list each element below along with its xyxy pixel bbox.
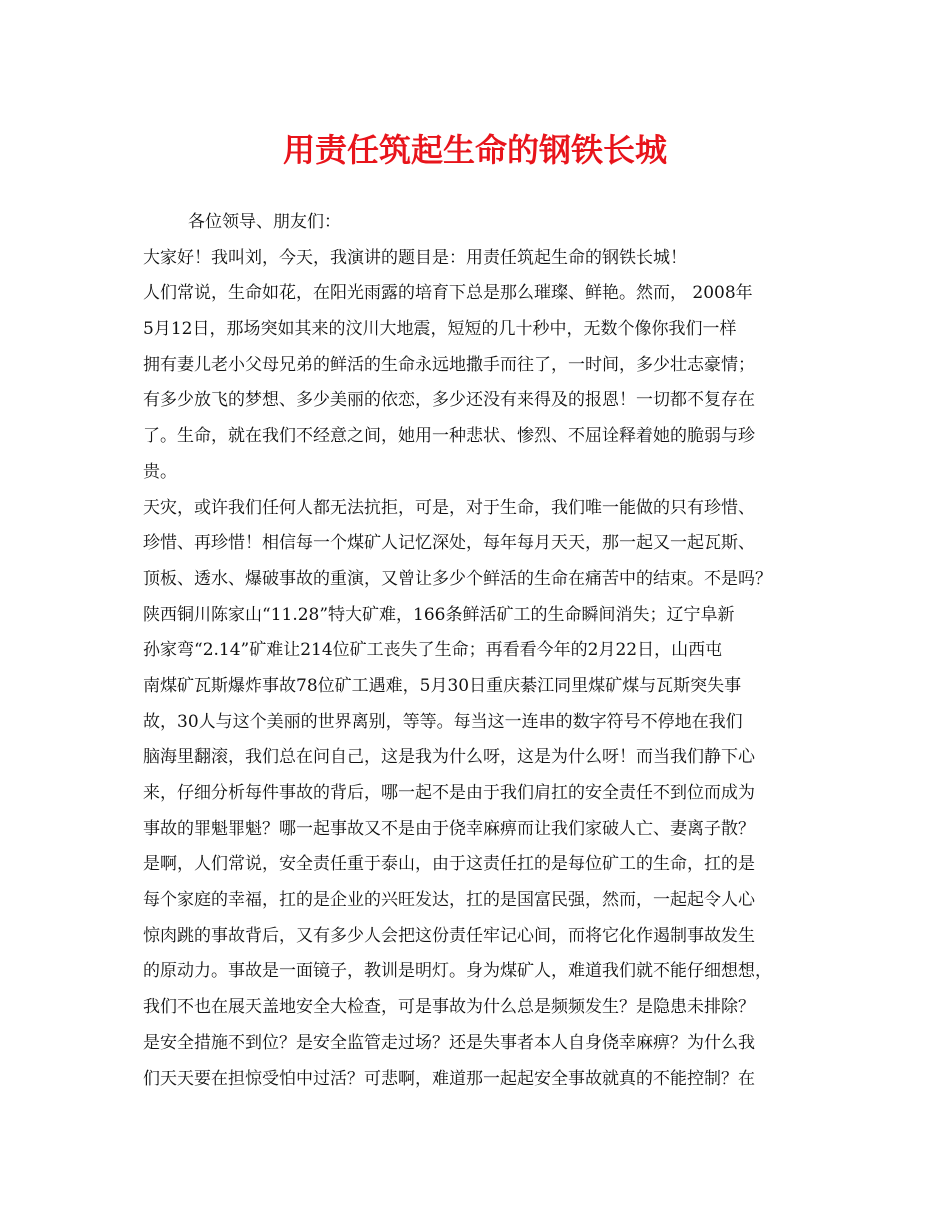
body-line: 人们常说，生命如花，在阳光雨露的培育下总是那么璀璨、鲜艳。然而， 2008年 — [143, 283, 753, 304]
body-line: 珍惜、再珍惜！相信每一个煤矿人记忆深处，每年每月天天，那一起又一起瓦斯、 — [143, 533, 755, 554]
body-line: 陕西铜川陈家山“11.28”特大矿难，166条鲜活矿工的生命瞬间消失；辽宁阜新 — [143, 604, 735, 625]
body-line: 每个家庭的幸福，扛的是企业的兴旺发达，扛的是国富民强，然而，一起起令人心 — [143, 890, 755, 911]
body-line: 们天天要在担惊受怕中过活？可悲啊，难道那一起起安全事故就真的不能控制？在 — [143, 1068, 755, 1089]
body-line: 脑海里翻滚，我们总在问自己，这是我为什么呀，这是为什么呀！而当我们静下心 — [143, 747, 755, 768]
body-line: 拥有妻儿老小父母兄弟的鲜活的生命永远地撒手而往了，一时间，多少壮志豪情； — [143, 354, 755, 375]
body-line: 来，仔细分析每件事故的背后，哪一起不是由于我们肩扛的安全责任不到位而成为 — [143, 783, 755, 803]
body-line: 的原动力。事故是一面镜子，教训是明灯。身为煤矿人，难道我们就不能仔细想想， — [143, 961, 772, 982]
body-line: 孙家弯“2.14”矿难让214位矿工丧失了生命；再看看今年的2月22日，山西屯 — [143, 640, 723, 661]
body-line: 事故的罪魁罪魁？哪一起事故又不是由于侥幸麻痹而让我们家破人亡、妻离子散？ — [143, 818, 755, 839]
body-line: 惊肉跳的事故背后，又有多少人会把这份责任牢记心间，而将它化作遏制事故发生 — [143, 925, 755, 946]
body-line: 我们不也在展天盖地安全大检查，可是事故为什么总是频频发生？是隐患未排除？ — [143, 997, 755, 1018]
body-line: 是安全措施不到位？是安全监管走过场？还是失事者本人自身侥幸麻痹？为什么我 — [143, 1032, 755, 1053]
body-line: 顶板、透水、爆破事故的重演，又曾让多少个鲜活的生命在痛苦中的结束。不是吗？ — [143, 568, 772, 589]
body-line: 是啊，人们常说，安全责任重于泰山，由于这责任扛的是每位矿工的生命，扛的是 — [143, 854, 755, 875]
salutation-line: 各位领导、朋友们： — [188, 212, 341, 232]
document-body — [143, 205, 823, 1097]
document-title: 用责任筑起生命的钢铁长城 — [282, 131, 667, 169]
body-line: 南煤矿瓦斯爆炸事故78位矿工遇难，5月30日重庆綦江同里煤矿煤与瓦斯突失事 — [143, 675, 742, 696]
body-line: 故，30人与这个美丽的世界离别，等等。每当这一连串的数字符号不停地在我们 — [143, 711, 743, 732]
body-line: 大家好！我叫刘，今天，我演讲的题目是：用责任筑起生命的钢铁长城！ — [143, 247, 687, 268]
body-line: 天灾，或许我们任何人都无法抗拒，可是，对于生命，我们唯一能做的只有珍惜、 — [143, 497, 755, 518]
body-line: 了。生命，就在我们不经意之间，她用一种悲状、惨烈、不屈诠释着她的脆弱与珍 — [143, 426, 755, 447]
body-line: 贵。 — [143, 461, 177, 482]
body-line: 5月12日，那场突如其来的汶川大地震，短短的几十秒中，无数个像你我们一样 — [143, 319, 737, 340]
body-line: 有多少放飞的梦想、多少美丽的依恋，多少还没有来得及的报恩！一切都不复存在 — [143, 390, 755, 411]
